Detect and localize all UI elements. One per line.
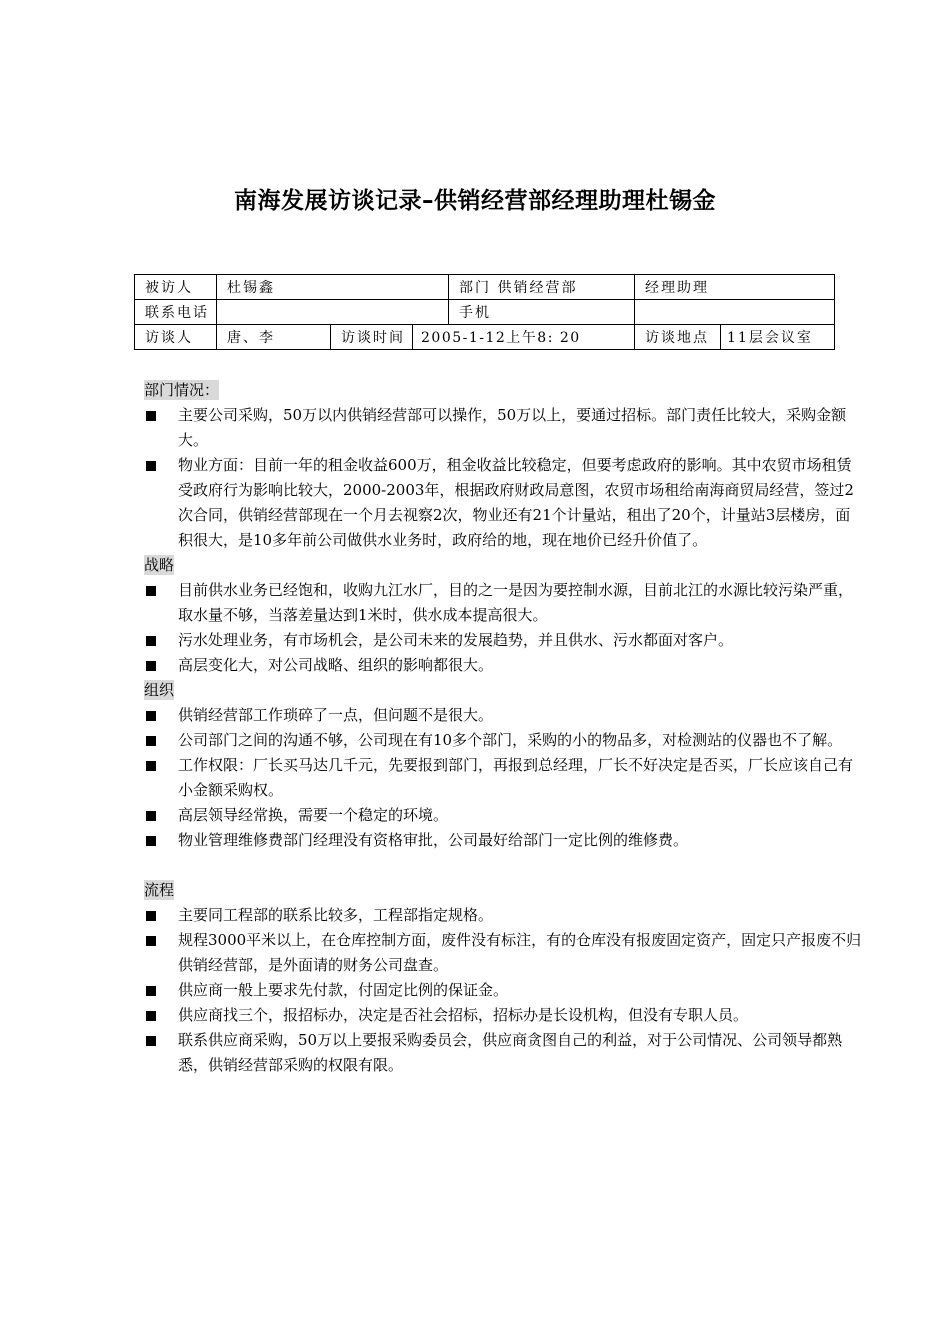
notes-body (144, 378, 864, 1078)
mobile-value (635, 300, 835, 325)
list-item: 物业方面：目前一年的租金收益600万，租金收益比较稳定，但要考虑政府的影响。其中农贸市场租赁受政府行为影响比较大，2000-2003年，根据政府财政局意图，农贸市场租给南海商贸局经营，签过2次合同，供销经营部现在一个月去视察2次，物业还有21个计量站，租出了20个，计量站3层楼房，面积很大，是10多年前公司做供水业务时，政府给的地，现在地价已经升价值了。 (144, 453, 864, 553)
phone-value (217, 300, 449, 325)
square-bullet-icon (146, 461, 156, 471)
square-bullet-icon (146, 736, 156, 746)
interview-info-table (134, 274, 835, 350)
list-item: 主要公司采购，50万以内供销经营部可以操作，50万以上，要通过招标。部门责任比较大，采购金额大。 (144, 403, 864, 453)
list-item: 目前供水业务已经饱和，收购九江水厂，目的之一是因为要控制水源，目前北江的水源比较污染严重，取水量不够，当落差量达到1米时，供水成本提高很大。 (144, 578, 864, 628)
square-bullet-icon (146, 1011, 156, 1021)
list-item: 公司部门之间的沟通不够，公司现在有10多个部门，采购的小的物品多，对检测站的仪器也不了解。 (144, 728, 864, 753)
section-heading: 部门情况： (144, 381, 220, 399)
place-label: 访谈地点 (635, 325, 721, 350)
table-row (135, 300, 835, 325)
section-heading: 战略 (144, 556, 175, 574)
time-value: 2005-1-12上午8: 20 (413, 325, 635, 350)
square-bullet-icon (146, 586, 156, 596)
list-item: 工作权限：厂长买马达几千元，先要报到部门，再报到总经理，厂长不好决定是否买，厂长应该自己有小金额采购权。 (144, 753, 864, 803)
square-bullet-icon (146, 811, 156, 821)
square-bullet-icon (146, 911, 156, 921)
section-heading: 组织 (144, 681, 175, 699)
square-bullet-icon (146, 661, 156, 671)
section-list (144, 903, 864, 1078)
section-list (144, 578, 864, 678)
interviewee-value: 杜锡鑫 (217, 275, 449, 300)
place-value: 11层会议室 (721, 325, 835, 350)
list-item: 高层变化大，对公司战略、组织的影响都很大。 (144, 653, 864, 678)
list-item: 主要同工程部的联系比较多，工程部指定规格。 (144, 903, 864, 928)
list-item: 供应商找三个，报招标办，决定是否社会招标，招标办是长设机构，但没有专职人员。 (144, 1003, 864, 1028)
list-item: 联系供应商采购，50万以上要报采购委员会，供应商贪图自己的利益，对于公司情况、公司领导都熟悉，供销经营部采购的权限有限。 (144, 1028, 864, 1078)
square-bullet-icon (146, 411, 156, 421)
square-bullet-icon (146, 761, 156, 771)
phone-label: 联系电话 (135, 300, 217, 325)
section-list (144, 703, 864, 853)
interviewer-value: 唐、李 (217, 325, 331, 350)
square-bullet-icon (146, 836, 156, 846)
section-list (144, 403, 864, 553)
interviewee-label: 被访人 (135, 275, 217, 300)
department-cell: 部门 供销经营部 (449, 275, 635, 300)
table-row (135, 275, 835, 300)
square-bullet-icon (146, 986, 156, 996)
time-label: 访谈时间 (331, 325, 413, 350)
square-bullet-icon (146, 1036, 156, 1046)
square-bullet-icon (146, 711, 156, 721)
interviewer-label: 访谈人 (135, 325, 217, 350)
list-item: 污水处理业务，有市场机会，是公司未来的发展趋势，并且供水、污水都面对客户。 (144, 628, 864, 653)
square-bullet-icon (146, 636, 156, 646)
list-item: 规程3000平米以上，在仓库控制方面，废件没有标注，有的仓库没有报废固定资产，固定只产报废不归供销经营部，是外面请的财务公司盘查。 (144, 928, 864, 978)
mobile-label: 手机 (449, 300, 635, 325)
list-item: 高层领导经常换，需要一个稳定的环境。 (144, 803, 864, 828)
list-item: 物业管理维修费部门经理没有资格审批，公司最好给部门一定比例的维修费。 (144, 828, 864, 853)
page-title: 南海发展访谈记录–供销经营部经理助理杜锡金 (234, 188, 716, 214)
section-heading: 流程 (144, 881, 175, 899)
table-row (135, 325, 835, 350)
square-bullet-icon (146, 936, 156, 946)
list-item: 供销经营部工作琐碎了一点，但问题不是很大。 (144, 703, 864, 728)
list-item: 供应商一般上要求先付款，付固定比例的保证金。 (144, 978, 864, 1003)
position-cell: 经理助理 (635, 275, 835, 300)
